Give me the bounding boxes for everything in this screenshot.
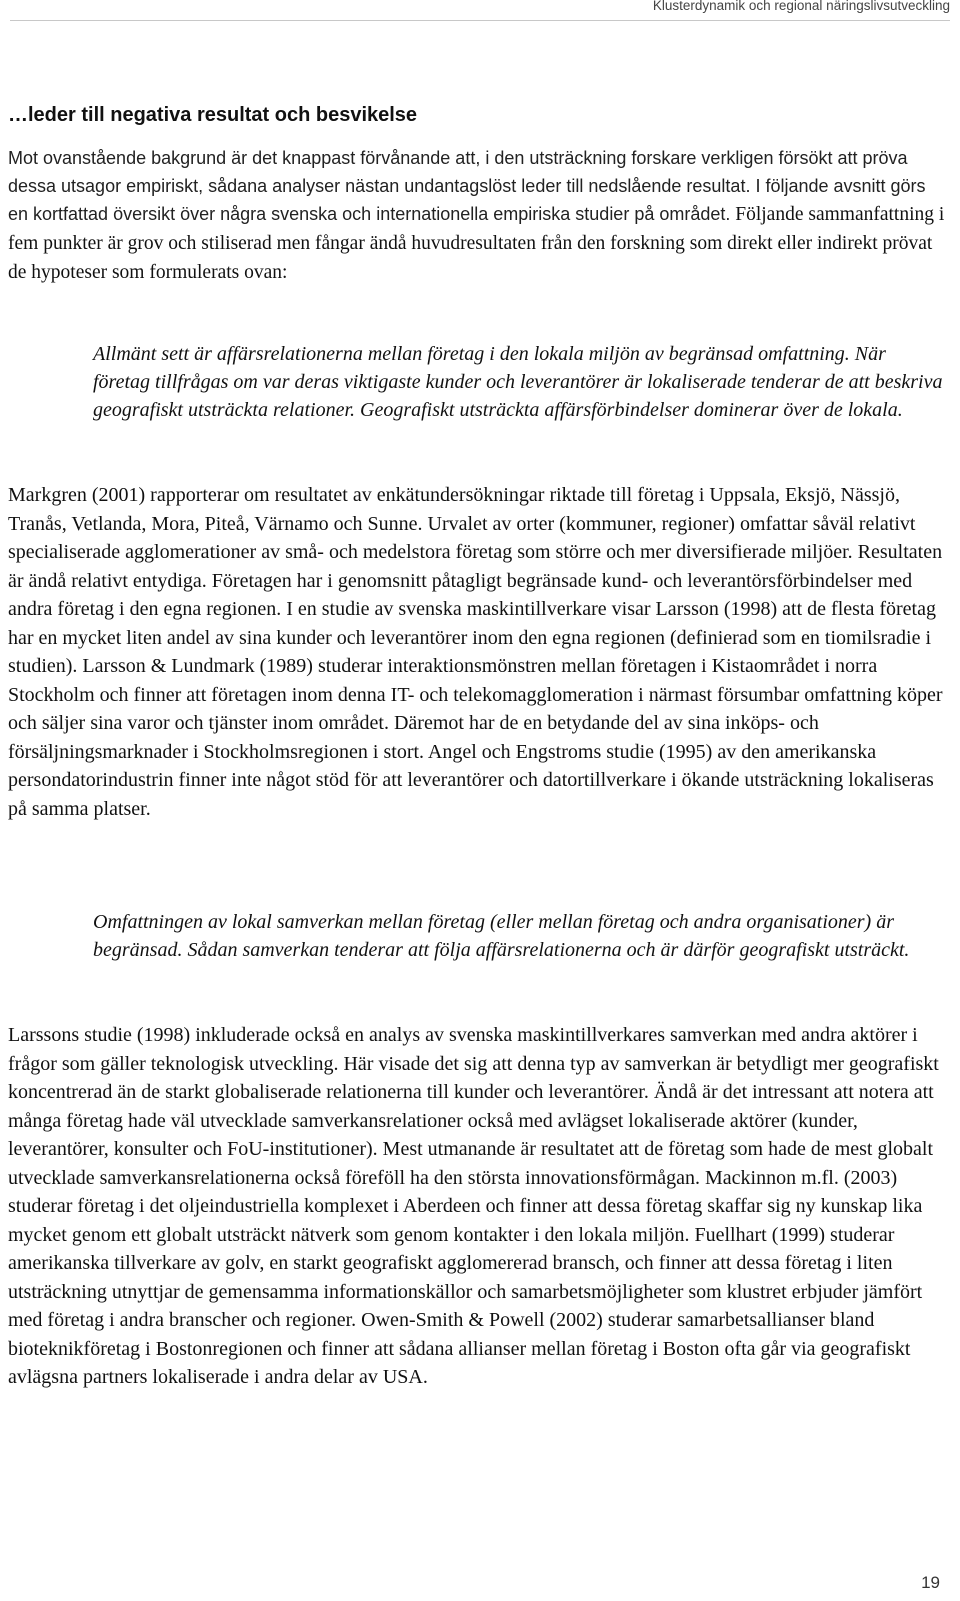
section-heading: …leder till negativa resultat och besvikelse — [8, 104, 418, 126]
intro-sans-text: Mot ovanstående bakgrund är det knappast förvånande att, i den utsträckning forskare verkligen försökt att pröva dessa utsagor empiriskt, sådana analyser nästan undantagslöst leder till nedslående resultat. I följande avsnitt görs en kortfattad översikt över några svenska och internationella empiriska studier på området. — [8, 148, 926, 224]
summary-point-quote-2: Omfattningen av lokal samverkan mellan företag (eller mellan företag och andra organisationer) är begränsad. Sådan samverkan tenderar att följa affärsrelationerna och är därför geografiskt utsträckt. — [93, 911, 910, 961]
summary-point-quote-1: Allmänt sett är affärsrelationerna mellan företag i den lokala miljön av begränsad omfattning. När företag tillfrågas om var deras viktigaste kunder och leverantörer är lokaliserade tenderar de att beskriva geografiskt utsträckta relationer. Geografiskt utsträckta affärsförbindelser dominerar över de lokala. — [93, 343, 943, 421]
running-header: Klusterdynamik och regional näringslivsutveckling — [10, 0, 950, 21]
intro-paragraph — [8, 144, 948, 287]
intro-serif-text: Följande sammanfattning i fem punkter är grov och stiliserad men fångar ändå huvudresultaten från den forskning som direkt eller indirekt prövat de hypoteser som formulerats ovan: — [8, 204, 945, 283]
body-paragraph-1: Markgren (2001) rapporterar om resultatet av enkätundersökningar riktade till företag i Uppsala, Eksjö, Nässjö, Tranås, Vetlanda, Mora, Piteå, Värnamo och Sunne. Urvalet av orter (kommuner, regioner) omfattar såväl relativt specialiserade agglomerationer av små- och medelstora företag som större och mer diversifierade miljöer. Resultaten är ändå relativt entydiga. Företagen har i genomsnitt påtagligt begränsade kund- och leverantörsförbindelser med andra företag i den egna regionen. I en studie av svenska maskintillverkare visar Larsson (1998) att de flesta företag har en mycket liten andel av sina kunder och leverantörer inom den egna regionen (definierad som en tiomilsradie i studien). Larsson & Lundmark (1989) studerar interaktionsmönstren mellan företagen i Kistaområdet i norra Stockholm och finner att företagen inom denna IT- och telekomagglomeration i närmast försumbar omfattning köper och säljer sina varor och tjänster inom området. Däremot har de en betydande del av sina inköps- och försäljningsmarknader i Stockholmsregionen i stort. Angel och Engstroms studie (1995) av den amerikanska persondatorindustrin finner inte något stöd för att leverantörer och datortillverkare i ökande utsträckning lokaliseras på samma platser. — [8, 484, 943, 820]
page-number: 19 — [921, 1573, 940, 1592]
body-paragraph-2: Larssons studie (1998) inkluderade också en analys av svenska maskintillverkares samverkan med andra aktörer i frågor som gäller teknologisk utveckling. Här visade det sig att denna typ av samverkan är betydligt mer geografiskt koncentrerad än de starkt globaliserade relationerna till kunder och leverantörer. Ändå är det intressant att notera att många företag hade väl utvecklade samverkansrelationer också med avlägset lokaliserade aktörer (kunder, leverantörer, konsulter och FoU-institutioner). Mest utmanande är resultatet att de företag som hade de mest globalt utvecklade samverkansrelationerna också föreföll ha den största innovationsförmågan. Mackinnon m.fl. (2003) studerar företag i det oljeindustriella komplexet i Aberdeen och finner att dessa företag skaffar sig ny kunskap lika mycket genom ett globalt utsträckt nätverk som genom kontakter i den lokala miljön. Fuellhart (1999) studerar amerikanska tillverkare av golv, en starkt geografiskt agglomererad bransch, och finner att dessa företag i liten utsträckning utnyttjar de gemensamma informationskällor och samarbetsmöjligheter som klustret erbjuder jämfört med företag i andra branscher och regioner. Owen-Smith & Powell (2002) studerar samarbetsallianser bland bioteknikföretag i Bostonregionen och finner att sådana allianser mellan företag i Boston ofta går via geografiskt avlägsna partners lokaliserade i andra delar av USA. — [8, 1024, 939, 1388]
